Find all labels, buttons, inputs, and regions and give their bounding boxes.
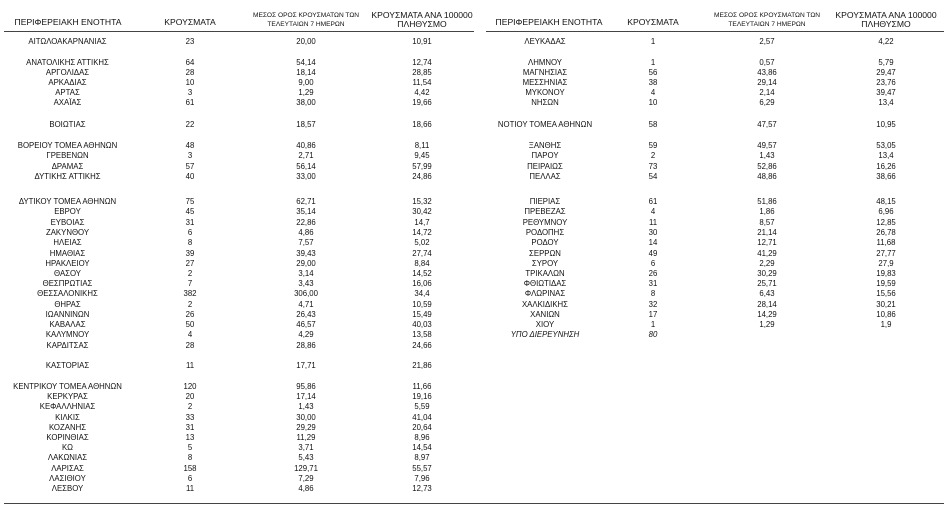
right-table-row-cases: 4 bbox=[650, 207, 656, 216]
left-table-row-avg: 306,00 bbox=[294, 289, 318, 298]
left-table-row-cases: 2 bbox=[187, 269, 193, 278]
left-table-row-cases: 11 bbox=[185, 484, 195, 493]
right-table-row-per100k: 6,96 bbox=[878, 207, 894, 216]
left-table-row-per100k: 7,96 bbox=[414, 474, 430, 483]
right-table-row-cases: 1 bbox=[650, 320, 656, 329]
left-table-row-cases: 23 bbox=[185, 37, 195, 46]
left-table-row-avg: 1,43 bbox=[298, 402, 314, 411]
left-table-row-per100k: 14,54 bbox=[412, 443, 432, 452]
left-table-row-avg: 35,14 bbox=[296, 207, 316, 216]
left-table-row-name: ΗΜΑΘΙΑΣ bbox=[49, 249, 86, 258]
left-table-row-per100k: 18,66 bbox=[412, 120, 432, 129]
left-table-row-avg: 38,00 bbox=[296, 98, 316, 107]
left-table-row-avg: 5,43 bbox=[298, 453, 314, 462]
right-table-row-per100k: 12,85 bbox=[876, 218, 896, 227]
right-table-row-cases: 56 bbox=[648, 68, 658, 77]
right-table-row-name: ΥΠΟ ΔΙΕΡΕΥΝΗΣΗ bbox=[510, 330, 580, 339]
left-table-row-name: ΚΑΡΔΙΤΣΑΣ bbox=[46, 341, 89, 350]
right-table-row-avg: 2,57 bbox=[759, 37, 775, 46]
left-table-row-avg: 22,86 bbox=[296, 218, 316, 227]
left-table-row-avg: 2,71 bbox=[298, 151, 314, 160]
right-table-row-name: ΣΥΡΟΥ bbox=[531, 259, 559, 268]
right-table-row-cases: 1 bbox=[650, 58, 656, 67]
left-header-cases: ΚΡΟΥΣΜΑΤΑ bbox=[164, 17, 216, 27]
right-table-row-avg: 6,43 bbox=[759, 289, 775, 298]
right-table-row-avg: 43,86 bbox=[757, 68, 777, 77]
left-table-row-name: ΚΟΡΙΝΘΙΑΣ bbox=[46, 433, 89, 442]
right-table-row-cases: 31 bbox=[648, 279, 658, 288]
left-table-row-name: ΙΩΑΝΝΙΝΩΝ bbox=[45, 310, 90, 319]
left-table-row-name: ΚΑΣΤΟΡΙΑΣ bbox=[45, 361, 90, 370]
right-table-row-cases: 11 bbox=[648, 218, 658, 227]
right-table-row-avg: 1,86 bbox=[759, 207, 775, 216]
right-table-row-avg: 48,86 bbox=[757, 172, 777, 181]
left-table-row-cases: 27 bbox=[185, 259, 195, 268]
left-table-row-per100k: 8,11 bbox=[414, 141, 430, 150]
right-table-row-name: ΦΘΙΩΤΙΔΑΣ bbox=[523, 279, 567, 288]
left-table-row-avg: 7,29 bbox=[298, 474, 314, 483]
right-table-row-per100k: 5,79 bbox=[878, 58, 894, 67]
left-table-row-cases: 31 bbox=[185, 218, 195, 227]
right-table-row-name: ΦΛΩΡΙΝΑΣ bbox=[524, 289, 566, 298]
left-table-row-name: ΖΑΚΥΝΘΟΥ bbox=[45, 228, 90, 237]
right-table-row-per100k: 48,15 bbox=[876, 197, 896, 206]
left-table-row-name: ΚΙΛΚΙΣ bbox=[55, 413, 80, 422]
left-table-row-cases: 8 bbox=[187, 238, 193, 247]
left-table-row-per100k: 9,45 bbox=[414, 151, 430, 160]
left-table-row-avg: 54,14 bbox=[296, 58, 316, 67]
left-table-row-per100k: 40,03 bbox=[412, 320, 432, 329]
right-table-row-name: ΛΕΥΚΑΔΑΣ bbox=[524, 37, 566, 46]
left-table-row-avg: 29,29 bbox=[296, 423, 316, 432]
left-table-row-avg: 17,71 bbox=[296, 361, 316, 370]
left-table-row-avg: 4,29 bbox=[298, 330, 314, 339]
bottom-rule bbox=[4, 503, 944, 504]
right-table-row-per100k: 19,83 bbox=[876, 269, 896, 278]
left-table-row-per100k: 8,96 bbox=[414, 433, 430, 442]
left-table-row-per100k: 10,59 bbox=[412, 300, 432, 309]
left-table-row-cases: 13 bbox=[185, 433, 195, 442]
left-table-row-per100k: 12,73 bbox=[412, 484, 432, 493]
right-table-row-avg: 25,71 bbox=[757, 279, 777, 288]
right-table-row-name: ΠΑΡΟΥ bbox=[531, 151, 559, 160]
right-table-row-per100k: 1,9 bbox=[880, 320, 892, 329]
left-table-row-name: ΔΡΑΜΑΣ bbox=[51, 162, 84, 171]
right-table-row-cases: 4 bbox=[650, 88, 656, 97]
right-table-row-name: ΞΑΝΘΗΣ bbox=[528, 141, 562, 150]
left-table-row-cases: 10 bbox=[185, 78, 195, 87]
left-table-row-per100k: 21,86 bbox=[412, 361, 432, 370]
right-table-row-avg: 28,14 bbox=[757, 300, 777, 309]
left-table-row-cases: 26 bbox=[185, 310, 195, 319]
left-header-avg: ΜΕΣΟΣ ΟΡΟΣ ΚΡΟΥΣΜΑΤΩΝ ΤΩΝ ΤΕΛΕΥΤΑΙΩΝ 7 ΗΜΕΡΩΝ bbox=[252, 12, 360, 28]
right-table-row-name: ΠΕΛΛΑΣ bbox=[529, 172, 561, 181]
right-table-row-cases: 17 bbox=[648, 310, 658, 319]
left-table-row-per100k: 14,7 bbox=[414, 218, 430, 227]
left-table-row-cases: 8 bbox=[187, 453, 193, 462]
left-table-row-name: ΕΥΒΟΙΑΣ bbox=[50, 218, 85, 227]
left-table-row-name: ΓΡΕΒΕΝΩΝ bbox=[46, 151, 89, 160]
left-table-row-name: ΘΕΣΠΡΩΤΙΑΣ bbox=[42, 279, 93, 288]
left-table-row-cases: 5 bbox=[187, 443, 193, 452]
left-table-row-cases: 3 bbox=[187, 88, 193, 97]
right-header-cases: ΚΡΟΥΣΜΑΤΑ bbox=[627, 17, 679, 27]
left-table-row-cases: 6 bbox=[187, 474, 193, 483]
right-table-row-name: ΝΗΣΩΝ bbox=[531, 98, 559, 107]
right-table-row-name: ΠΡΕΒΕΖΑΣ bbox=[524, 207, 566, 216]
left-table-row-avg: 18,14 bbox=[296, 68, 316, 77]
right-table-row-name: ΧΑΛΚΙΔΙΚΗΣ bbox=[521, 300, 568, 309]
left-table-row-per100k: 5,59 bbox=[414, 402, 430, 411]
right-table-row-name: ΠΕΙΡΑΙΩΣ bbox=[527, 162, 563, 171]
right-table-row-cases: 6 bbox=[650, 259, 656, 268]
left-table-row-name: ΒΟΡΕΙΟΥ ΤΟΜΕΑ ΑΘΗΝΩΝ bbox=[17, 141, 118, 150]
left-header-per100k: ΚΡΟΥΣΜΑΤΑ ΑΝΑ 100000 ΠΛΗΘΥΣΜΟ bbox=[371, 10, 473, 29]
right-table-row-name: ΡΟΔΟΥ bbox=[531, 238, 559, 247]
left-table-row-name: ΔΥΤΙΚΗΣ ΑΤΤΙΚΗΣ bbox=[34, 172, 101, 181]
right-table-row-per100k: 19,59 bbox=[876, 279, 896, 288]
left-table-row-cases: 4 bbox=[187, 330, 193, 339]
left-table-row-avg: 4,71 bbox=[298, 300, 314, 309]
left-table-row-name: ΑΡΚΑΔΙΑΣ bbox=[48, 78, 87, 87]
left-table-row-name: ΒΟΙΩΤΙΑΣ bbox=[49, 120, 86, 129]
right-table-row-cases: 49 bbox=[648, 249, 658, 258]
left-table-row-name: ΑΙΤΩΛΟΑΚΑΡΝΑΝΙΑΣ bbox=[28, 37, 107, 46]
right-table-row-per100k: 38,66 bbox=[876, 172, 896, 181]
left-table-row-avg: 129,71 bbox=[294, 464, 318, 473]
right-table-row-avg: 30,29 bbox=[757, 269, 777, 278]
right-table-row-name: ΜΥΚΟΝΟΥ bbox=[525, 88, 565, 97]
right-table-row-cases: 58 bbox=[648, 120, 658, 129]
right-header-per100k: ΚΡΟΥΣΜΑΤΑ ΑΝΑ 100000 ΠΛΗΘΥΣΜΟ bbox=[835, 10, 937, 29]
left-table-row-per100k: 19,16 bbox=[412, 392, 432, 401]
left-table-row-per100k: 14,72 bbox=[412, 228, 432, 237]
left-table-row-cases: 75 bbox=[185, 197, 195, 206]
right-table-row-avg: 1,43 bbox=[759, 151, 775, 160]
left-table-row-cases: 28 bbox=[185, 341, 195, 350]
right-table-row-cases: 32 bbox=[648, 300, 658, 309]
left-table-row-per100k: 20,64 bbox=[412, 423, 432, 432]
left-table-row-avg: 95,86 bbox=[296, 382, 316, 391]
left-table-row-per100k: 55,57 bbox=[412, 464, 432, 473]
left-table-row-avg: 7,57 bbox=[298, 238, 314, 247]
left-table-row-avg: 1,29 bbox=[298, 88, 314, 97]
left-table-row-avg: 29,00 bbox=[296, 259, 316, 268]
left-table-row-per100k: 10,91 bbox=[412, 37, 432, 46]
left-table-row-cases: 64 bbox=[185, 58, 195, 67]
left-table-row-name: ΑΧΑΪΑΣ bbox=[53, 98, 82, 107]
right-table-row-per100k: 15,56 bbox=[876, 289, 896, 298]
left-table-row-cases: 50 bbox=[185, 320, 195, 329]
right-table-row-name: ΜΑΓΝΗΣΙΑΣ bbox=[522, 68, 568, 77]
left-table-row-per100k: 15,49 bbox=[412, 310, 432, 319]
left-table-row-avg: 33,00 bbox=[296, 172, 316, 181]
right-table-row-per100k: 27,9 bbox=[878, 259, 894, 268]
left-table-row-cases: 7 bbox=[187, 279, 193, 288]
left-table-row-name: ΚΕΡΚΥΡΑΣ bbox=[47, 392, 88, 401]
left-table-row-per100k: 13,58 bbox=[412, 330, 432, 339]
left-table-row-avg: 20,00 bbox=[296, 37, 316, 46]
left-table-row-per100k: 19,66 bbox=[412, 98, 432, 107]
left-table-row-name: ΚΩ bbox=[61, 443, 74, 452]
right-table-row-per100k: 11,68 bbox=[876, 238, 896, 247]
right-table-row-name: ΡΟΔΟΠΗΣ bbox=[525, 228, 565, 237]
right-table-row-name: ΠΙΕΡΙΑΣ bbox=[529, 197, 561, 206]
left-table-row-per100k: 8,84 bbox=[414, 259, 430, 268]
left-table-row-cases: 39 bbox=[185, 249, 195, 258]
right-table-row-avg: 0,57 bbox=[759, 58, 775, 67]
right-table-row-cases: 38 bbox=[648, 78, 658, 87]
right-table-row-avg: 21,14 bbox=[757, 228, 777, 237]
left-table-row-per100k: 8,97 bbox=[414, 453, 430, 462]
left-table-row-cases: 158 bbox=[183, 464, 197, 473]
left-table-row-cases: 45 bbox=[185, 207, 195, 216]
right-table-row-per100k: 23,76 bbox=[876, 78, 896, 87]
right-table-row-name: ΝΟΤΙΟΥ ΤΟΜΕΑ ΑΘΗΝΩΝ bbox=[497, 120, 593, 129]
right-table-row-name: ΛΗΜΝΟΥ bbox=[528, 58, 562, 67]
left-table-row-avg: 17,14 bbox=[296, 392, 316, 401]
right-table-row-avg: 8,57 bbox=[759, 218, 775, 227]
left-table-row-avg: 11,29 bbox=[296, 433, 316, 442]
left-table-row-cases: 61 bbox=[185, 98, 195, 107]
left-table-row-per100k: 16,06 bbox=[412, 279, 432, 288]
left-table-row-name: ΑΡΓΟΛΙΔΑΣ bbox=[45, 68, 90, 77]
left-table-row-per100k: 30,42 bbox=[412, 207, 432, 216]
left-table-row-per100k: 14,52 bbox=[412, 269, 432, 278]
right-table-row-avg: 52,86 bbox=[757, 162, 777, 171]
left-table-row-avg: 40,86 bbox=[296, 141, 316, 150]
right-table-row-per100k: 30,21 bbox=[876, 300, 896, 309]
left-table-row-per100k: 57,99 bbox=[412, 162, 432, 171]
right-table-row-per100k: 4,22 bbox=[878, 37, 894, 46]
right-table-row-avg: 41,29 bbox=[757, 249, 777, 258]
right-table-row-avg: 6,29 bbox=[759, 98, 775, 107]
left-table-row-name: ΕΒΡΟΥ bbox=[54, 207, 81, 216]
right-table-row-name: ΜΕΣΣΗΝΙΑΣ bbox=[522, 78, 568, 87]
right-table-row-cases: 14 bbox=[648, 238, 658, 247]
left-table-row-per100k: 11,54 bbox=[412, 78, 432, 87]
right-table-row-name: ΤΡΙΚΑΛΩΝ bbox=[525, 269, 565, 278]
left-table-row-name: ΚΕΦΑΛΛΗΝΙΑΣ bbox=[39, 402, 96, 411]
left-table-row-avg: 3,71 bbox=[298, 443, 314, 452]
right-table-row-cases: 61 bbox=[648, 197, 658, 206]
left-table-row-per100k: 4,42 bbox=[414, 88, 430, 97]
left-table-row-cases: 3 bbox=[187, 151, 193, 160]
right-table-row-cases: 8 bbox=[650, 289, 656, 298]
left-table-row-per100k: 15,32 bbox=[412, 197, 432, 206]
left-table-row-cases: 11 bbox=[185, 361, 195, 370]
left-table-row-avg: 4,86 bbox=[298, 228, 314, 237]
left-table-row-name: ΛΕΣΒΟΥ bbox=[51, 484, 84, 493]
right-table-row-name: ΧΙΟΥ bbox=[535, 320, 555, 329]
right-table-row-per100k: 29,47 bbox=[876, 68, 896, 77]
left-table-row-name: ΚΟΖΑΝΗΣ bbox=[48, 423, 87, 432]
left-table-row-name: ΗΛΕΙΑΣ bbox=[53, 238, 82, 247]
right-table-row-cases: 2 bbox=[650, 151, 656, 160]
left-table-row-cases: 2 bbox=[187, 402, 193, 411]
left-table-row-cases: 31 bbox=[185, 423, 195, 432]
left-table-row-cases: 40 bbox=[185, 172, 195, 181]
left-table-row-per100k: 5,02 bbox=[414, 238, 430, 247]
right-table-row-per100k: 10,95 bbox=[876, 120, 896, 129]
left-table-row-cases: 22 bbox=[185, 120, 195, 129]
right-table-row-cases: 80 bbox=[648, 330, 658, 339]
right-table-row-per100k: 26,78 bbox=[876, 228, 896, 237]
left-table-row-per100k: 24,86 bbox=[412, 172, 432, 181]
left-table-row-name: ΑΡΤΑΣ bbox=[55, 88, 80, 97]
right-table-row-cases: 59 bbox=[648, 141, 658, 150]
right-table-row-avg: 2,29 bbox=[759, 259, 775, 268]
right-table-row-avg: 47,57 bbox=[757, 120, 777, 129]
left-table-row-avg: 28,86 bbox=[296, 341, 316, 350]
left-table-row-per100k: 24,66 bbox=[412, 341, 432, 350]
right-table-row-avg: 29,14 bbox=[757, 78, 777, 87]
left-table-row-name: ΚΑΛΥΜΝΟΥ bbox=[45, 330, 90, 339]
left-table-row-avg: 4,86 bbox=[298, 484, 314, 493]
right-table-row-per100k: 53,05 bbox=[876, 141, 896, 150]
left-table-row-avg: 3,43 bbox=[298, 279, 314, 288]
left-table-row-name: ΘΑΣΟΥ bbox=[54, 269, 81, 278]
left-table-row-name: ΛΑΚΩΝΙΑΣ bbox=[47, 453, 88, 462]
right-table-row-per100k: 13,4 bbox=[878, 151, 894, 160]
right-table-row-avg: 2,14 bbox=[759, 88, 775, 97]
left-table-row-name: ΚΑΒΑΛΑΣ bbox=[49, 320, 86, 329]
left-table-row-per100k: 28,85 bbox=[412, 68, 432, 77]
left-table-row-per100k: 41,04 bbox=[412, 413, 432, 422]
right-table-row-avg: 49,57 bbox=[757, 141, 777, 150]
right-table-row-per100k: 10,86 bbox=[876, 310, 896, 319]
left-table-row-cases: 48 bbox=[185, 141, 195, 150]
right-table-row-per100k: 16,26 bbox=[876, 162, 896, 171]
right-header-region: ΠΕΡΙΦΕΡΕΙΑΚΗ ΕΝΟΤΗΤΑ bbox=[495, 17, 603, 27]
left-table-row-avg: 39,43 bbox=[296, 249, 316, 258]
left-table-row-per100k: 12,74 bbox=[412, 58, 432, 67]
right-table-row-avg: 14,29 bbox=[757, 310, 777, 319]
left-header-rule bbox=[4, 31, 474, 32]
right-table-row-name: ΧΑΝΙΩΝ bbox=[530, 310, 560, 319]
right-table-row-per100k: 13,4 bbox=[878, 98, 894, 107]
right-table-row-cases: 1 bbox=[650, 37, 656, 46]
right-table-row-avg: 12,71 bbox=[757, 238, 777, 247]
left-table-row-avg: 56,14 bbox=[296, 162, 316, 171]
right-table-row-name: ΣΕΡΡΩΝ bbox=[529, 249, 561, 258]
left-table-row-cases: 120 bbox=[183, 382, 197, 391]
left-table-row-avg: 9,00 bbox=[298, 78, 314, 87]
right-header-avg: ΜΕΣΟΣ ΟΡΟΣ ΚΡΟΥΣΜΑΤΩΝ ΤΩΝ ΤΕΛΕΥΤΑΙΩΝ 7 ΗΜΕΡΩΝ bbox=[713, 12, 821, 28]
right-table-row-cases: 54 bbox=[648, 172, 658, 181]
left-table-row-name: ΚΕΝΤΡΙΚΟΥ ΤΟΜΕΑ ΑΘΗΝΩΝ bbox=[13, 382, 122, 391]
right-header-rule bbox=[486, 31, 944, 32]
right-table-row-per100k: 39,47 bbox=[876, 88, 896, 97]
left-table-row-per100k: 34,4 bbox=[414, 289, 430, 298]
left-table-row-cases: 382 bbox=[183, 289, 197, 298]
right-table-row-avg: 1,29 bbox=[759, 320, 775, 329]
left-table-row-avg: 26,43 bbox=[296, 310, 316, 319]
left-table-row-avg: 46,57 bbox=[296, 320, 316, 329]
left-table-row-name: ΗΡΑΚΛΕΙΟΥ bbox=[45, 259, 90, 268]
left-table-row-name: ΘΕΣΣΑΛΟΝΙΚΗΣ bbox=[37, 289, 98, 298]
left-table-row-name: ΑΝΑΤΟΛΙΚΗΣ ΑΤΤΙΚΗΣ bbox=[26, 58, 109, 67]
right-table-row-name: ΡΕΘΥΜΝΟΥ bbox=[522, 218, 568, 227]
left-table-row-cases: 57 bbox=[185, 162, 195, 171]
left-table-row-cases: 28 bbox=[185, 68, 195, 77]
left-table-row-avg: 62,71 bbox=[296, 197, 316, 206]
left-table-row-avg: 3,14 bbox=[298, 269, 314, 278]
left-table-row-cases: 20 bbox=[185, 392, 195, 401]
left-table-row-name: ΔΥΤΙΚΟΥ ΤΟΜΕΑ ΑΘΗΝΩΝ bbox=[18, 197, 117, 206]
right-table-row-avg: 51,86 bbox=[757, 197, 777, 206]
left-table-row-cases: 6 bbox=[187, 228, 193, 237]
right-table-row-cases: 73 bbox=[648, 162, 658, 171]
left-table-row-name: ΘΗΡΑΣ bbox=[54, 300, 81, 309]
left-table-row-avg: 18,57 bbox=[296, 120, 316, 129]
left-table-row-name: ΛΑΣΙΘΙΟΥ bbox=[49, 474, 86, 483]
right-table-row-cases: 30 bbox=[648, 228, 658, 237]
left-header-region: ΠΕΡΙΦΕΡΕΙΑΚΗ ΕΝΟΤΗΤΑ bbox=[14, 17, 122, 27]
right-table-row-per100k: 27,77 bbox=[876, 249, 896, 258]
left-table-row-avg: 30,00 bbox=[296, 413, 316, 422]
left-table-row-per100k: 27,74 bbox=[412, 249, 432, 258]
left-table-row-name: ΛΑΡΙΣΑΣ bbox=[51, 464, 84, 473]
left-table-row-per100k: 11,66 bbox=[412, 382, 432, 391]
right-table-row-cases: 26 bbox=[648, 269, 658, 278]
left-table-row-cases: 33 bbox=[185, 413, 195, 422]
left-table-row-cases: 2 bbox=[187, 300, 193, 309]
right-table-row-cases: 10 bbox=[648, 98, 658, 107]
